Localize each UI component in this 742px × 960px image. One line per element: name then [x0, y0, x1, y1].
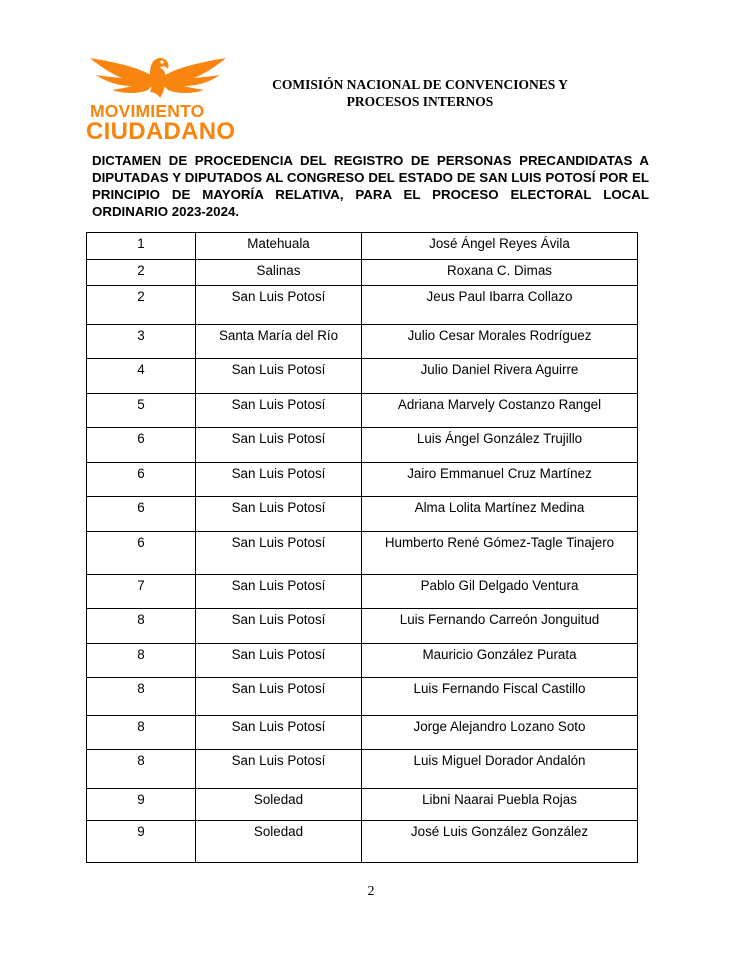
candidate-name-cell: Pablo Gil Delgado Ventura: [362, 575, 638, 609]
municipality-cell: San Luis Potosí: [196, 497, 362, 532]
municipality-cell: Soledad: [196, 789, 362, 821]
district-cell: 8: [87, 609, 196, 644]
logo-text-ciudadano: CIUDADANO: [86, 118, 236, 145]
district-cell: 8: [87, 644, 196, 678]
municipality-cell: San Luis Potosí: [196, 532, 362, 575]
district-cell: 8: [87, 716, 196, 750]
district-cell: 4: [87, 359, 196, 394]
table-row: [87, 428, 638, 463]
commission-line-2: PROCESOS INTERNOS: [346, 94, 494, 109]
municipality-cell: San Luis Potosí: [196, 463, 362, 497]
candidate-name-cell: Libni Naarai Puebla Rojas: [362, 789, 638, 821]
registration-table-body: [87, 233, 638, 863]
commission-line-1: COMISIÓN NACIONAL DE CONVENCIONES Y: [272, 77, 568, 92]
movimiento-ciudadano-logo: [84, 52, 236, 148]
table-row: [87, 678, 638, 716]
municipality-cell: San Luis Potosí: [196, 359, 362, 394]
table-row: [87, 575, 638, 609]
candidate-name-cell: Julio Cesar Morales Rodríguez: [362, 325, 638, 359]
candidate-name-cell: Adriana Marvely Costanzo Rangel: [362, 394, 638, 428]
district-cell: 6: [87, 428, 196, 463]
district-cell: 6: [87, 497, 196, 532]
candidate-name-cell: Roxana C. Dimas: [362, 260, 638, 286]
candidate-name-cell: Jeus Paul Ibarra Collazo: [362, 286, 638, 325]
table-row: [87, 286, 638, 325]
district-cell: 3: [87, 325, 196, 359]
municipality-cell: San Luis Potosí: [196, 644, 362, 678]
candidate-name-cell: Jairo Emmanuel Cruz Martínez: [362, 463, 638, 497]
commission-heading: [240, 76, 600, 110]
eagle-logo-icon: [88, 52, 228, 102]
table-row: [87, 789, 638, 821]
candidate-name-cell: Jorge Alejandro Lozano Soto: [362, 716, 638, 750]
municipality-cell: San Luis Potosí: [196, 286, 362, 325]
municipality-cell: San Luis Potosí: [196, 716, 362, 750]
municipality-cell: San Luis Potosí: [196, 428, 362, 463]
logo-text-movimiento: MOVIMIENTO: [90, 101, 205, 121]
table-row: [87, 463, 638, 497]
district-cell: 5: [87, 394, 196, 428]
municipality-cell: Salinas: [196, 260, 362, 286]
table-row: [87, 716, 638, 750]
table-row: [87, 821, 638, 863]
table-row: [87, 394, 638, 428]
municipality-cell: San Luis Potosí: [196, 394, 362, 428]
candidate-name-cell: Luis Fernando Carreón Jonguitud: [362, 609, 638, 644]
candidate-name-cell: Luis Fernando Fiscal Castillo: [362, 678, 638, 716]
registration-table: [86, 232, 638, 863]
table-row: [87, 609, 638, 644]
district-cell: 2: [87, 286, 196, 325]
table-row: [87, 325, 638, 359]
table-row: [87, 260, 638, 286]
candidate-name-cell: Julio Daniel Rivera Aguirre: [362, 359, 638, 394]
municipality-cell: San Luis Potosí: [196, 575, 362, 609]
candidate-name-cell: Alma Lolita Martínez Medina: [362, 497, 638, 532]
district-cell: 1: [87, 233, 196, 260]
district-cell: 8: [87, 678, 196, 716]
district-cell: 9: [87, 821, 196, 863]
municipality-cell: Soledad: [196, 821, 362, 863]
municipality-cell: Santa María del Río: [196, 325, 362, 359]
municipality-cell: Matehuala: [196, 233, 362, 260]
municipality-cell: San Luis Potosí: [196, 609, 362, 644]
district-cell: 2: [87, 260, 196, 286]
table-row: [87, 497, 638, 532]
municipality-cell: San Luis Potosí: [196, 750, 362, 789]
candidate-name-cell: José Luis González González: [362, 821, 638, 863]
district-cell: 6: [87, 532, 196, 575]
candidate-name-cell: Luis Miguel Dorador Andalón: [362, 750, 638, 789]
district-cell: 7: [87, 575, 196, 609]
municipality-cell: San Luis Potosí: [196, 678, 362, 716]
district-cell: 8: [87, 750, 196, 789]
district-cell: 6: [87, 463, 196, 497]
table-row: [87, 233, 638, 260]
candidate-name-cell: Humberto René Gómez-Tagle Tinajero: [362, 532, 638, 575]
candidate-name-cell: José Ángel Reyes Ávila: [362, 233, 638, 260]
table-row: [87, 532, 638, 575]
candidate-name-cell: Mauricio González Purata: [362, 644, 638, 678]
document-title: DICTAMEN DE PROCEDENCIA DEL REGISTRO DE PERSONAS PRECANDIDATAS A DIPUTADAS Y DIPUTADOS AL CONGRESO DEL ESTADO DE SAN LUIS POTOSÍ POR EL PRINCIPIO DE MAYORÍA RELATIVA, PARA EL PROCESO ELECTORAL LOCAL ORDINARIO 2023-2024.: [92, 153, 649, 219]
candidate-name-cell: Luis Ángel González Trujillo: [362, 428, 638, 463]
table-row: [87, 359, 638, 394]
table-row: [87, 644, 638, 678]
table-row: [87, 750, 638, 789]
district-cell: 9: [87, 789, 196, 821]
page-number: 2: [367, 884, 375, 899]
